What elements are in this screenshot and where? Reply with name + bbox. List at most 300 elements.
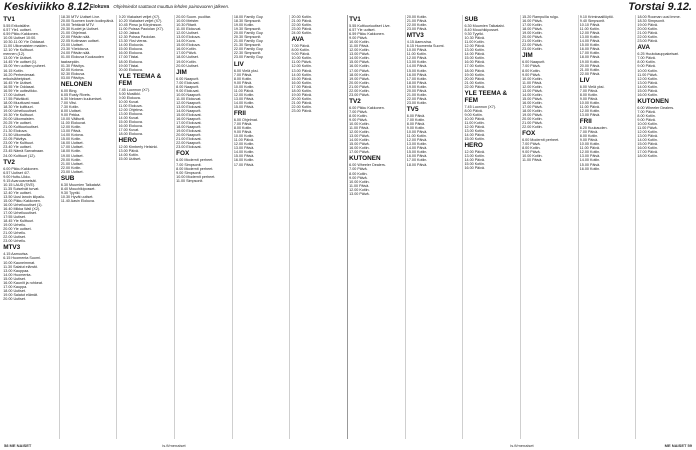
program-line: 9.00 Päivä.	[522, 150, 541, 155]
program-line: 21.00 Ohjelmat.	[60, 31, 87, 36]
program-line: 9.00 Päivä.	[233, 80, 253, 85]
channel-heading: AVA	[637, 44, 650, 52]
program-line: 22.00 Päivä.	[406, 96, 428, 101]
program-line: 13.00 Kotiin.	[464, 129, 485, 134]
program-line: 23.00 Päivä.	[291, 27, 312, 32]
program-line: 11.00 Päivä.	[579, 104, 600, 109]
channel-heading: FOX	[176, 150, 190, 158]
program-line: 11.35 Suiselvät turvat.	[3, 186, 40, 191]
program-line: 14.00 Kotiin.	[579, 158, 601, 163]
program-line: 10.05 Uutiset 10:00.	[3, 36, 37, 41]
program-line: 18.00 Kotiin.	[522, 108, 543, 113]
header-subtitle	[86, 4, 628, 10]
program-line: 9.00 Huttu-Ukko.	[3, 174, 31, 179]
channel-heading: LIV	[233, 60, 244, 68]
program-line: 19.00 Päivä.	[637, 23, 658, 28]
program-line: 17.00 Kotiin.	[464, 64, 485, 69]
program-line: 19.00 Urheiluuutiset.	[3, 108, 38, 113]
program-line: 17.00 Päivä.	[233, 162, 255, 167]
program-line: 17:55 Uutiset.	[3, 215, 26, 220]
program-line: 21.00 Kotiin.	[522, 39, 543, 44]
program-line: 9.00 Simpsonit.	[176, 170, 202, 175]
program-line: 7.30 Kotiin.	[60, 104, 80, 109]
program-line: 12.00 Päivä.	[464, 150, 485, 155]
right-page-title: Torstai 9.12.	[628, 1, 692, 13]
program-line: 14.00 Huomenta.	[3, 272, 32, 277]
program-line: 17.00 Päivä.	[349, 68, 370, 73]
program-line: 13.00 Yle Uutiset.	[3, 56, 33, 61]
program-line: 11.00 Päivä.	[349, 44, 370, 49]
program-line: 20.00 Uutiset.	[176, 63, 199, 68]
program-line: 17.00 Kotiin.	[406, 76, 428, 81]
program-line: 22.00 Kotiin.	[291, 23, 312, 28]
channel-heading: NELONEN	[60, 80, 93, 88]
program-line: 4.15 Aamuvisa.	[3, 252, 29, 257]
program-line: 14.00 Kotona.	[60, 133, 84, 138]
program-line: 20.00 Kotiin.	[349, 80, 370, 85]
program-line: 9.30 Tyyriki.	[60, 190, 81, 195]
program-line: 6.15 Huomenta Suomi.	[3, 256, 41, 261]
program-line: 19.00 Salatut elämät.	[3, 292, 39, 297]
program-line: 16.20 Perhevieraat.	[3, 72, 36, 77]
program-line: 17.00 Urheiluuutiset.	[3, 211, 38, 216]
program-line: 6.00 Naapurit.	[176, 76, 200, 81]
program-line: 6.00 Pikku Kakkonen.	[3, 166, 39, 171]
listing-column	[406, 15, 464, 439]
program-line: 22.00 Päivä.	[464, 84, 485, 89]
program-line: 10.30 Päivä.	[464, 36, 485, 41]
program-line: 14.00 Päivä.	[464, 52, 485, 57]
program-line: 10.00 Meister.	[176, 19, 200, 24]
program-line: 11.00 Päivä.	[637, 72, 658, 77]
program-line: 14.00 Kuvat.	[118, 115, 140, 120]
program-line: 15.00 Kotiin.	[406, 150, 428, 155]
program-line: 22.00 Naapurit.	[176, 141, 202, 146]
program-line: 23.30 Yöelokuva.	[60, 47, 90, 52]
channel-heading: FRII	[233, 109, 246, 117]
program-line: 14.00 Kotiin.	[118, 153, 140, 158]
program-line: 20.00 Suomen kovin kodinpäivä.	[60, 19, 115, 24]
program-line: 18.30 MTV Uutiset Live.	[60, 15, 101, 19]
program-line: 21.00 Elokuvat.	[176, 137, 202, 142]
program-line: 23.00 Päivä.	[349, 92, 370, 97]
channel-heading: KUTONEN	[637, 97, 669, 105]
channel-heading: TV5	[406, 105, 419, 113]
program-line: 19.00 Kotiin.	[406, 84, 428, 89]
program-line: 11.00 Ulkomaisten maiden.	[3, 44, 48, 49]
program-line: 8.00 Kotiin.	[233, 126, 253, 131]
program-line: 20.00 Naapurit.	[176, 133, 202, 138]
program-line: 12.00 Päivä.	[464, 44, 485, 49]
program-line: 6.57 Uutiset 4/7.	[3, 170, 31, 175]
program-line: 12.00 Päivä.	[406, 138, 428, 143]
program-line: 23.40 Yle uutiset.	[3, 145, 32, 150]
program-line: 11.00 Päivä.	[579, 146, 600, 151]
program-line: 11.00 Päivä.	[522, 80, 543, 85]
program-line: 8.00 Kotiin.	[522, 68, 541, 73]
program-line: 14.00 Kotiin.	[233, 100, 255, 105]
program-line: 12.00 Ohjelma.	[118, 107, 144, 112]
program-line: 18.30 Simpsonit.	[637, 19, 665, 24]
program-line: 13.50 Uusi lanoin kilpailu.	[3, 194, 46, 199]
program-line: 13.00 Päivä.	[349, 52, 370, 57]
program-line: 9.20 Vlakaiset veljet (X7).	[118, 15, 161, 19]
footer-center-right: is.fi/menaiset	[510, 443, 534, 448]
footer-left: 58 ME NAISET	[4, 443, 32, 448]
program-line: 18.00 Rooman uusi Imme.	[637, 15, 681, 19]
program-line: 14.00 Päivä.	[579, 39, 601, 44]
channel-heading: TV1	[349, 16, 361, 23]
program-line: 6.30 Muumien Taikatalvi.	[60, 182, 102, 187]
listing-column	[348, 15, 406, 439]
program-line: 11.00 Kotiin.	[406, 52, 428, 57]
program-line: 22.00 Kotiin.	[349, 88, 370, 93]
program-line: 12.00 Kimberly Helsinki.	[118, 145, 159, 150]
program-line: 18.00 Päivä.	[406, 162, 428, 167]
program-line: 10.00 Kotiin.	[637, 122, 658, 127]
program-line: 21.00 Päivä.	[406, 19, 428, 24]
program-line: 13.00 Elokuvat.	[176, 104, 202, 109]
listing-column	[117, 15, 175, 439]
program-line: 10.00 Päivä.	[406, 48, 428, 53]
program-line: 9.00 Päivä.	[637, 64, 656, 69]
program-line: 6.00 Ohjelmat.	[233, 117, 258, 122]
program-line: 19.00 Kotiin.	[233, 23, 255, 28]
program-line: 9.00 Elokuva.	[118, 95, 141, 100]
channel-heading: MTV3	[406, 32, 424, 40]
program-line: 14.00 Kotiin.	[233, 150, 255, 155]
program-line: 22.00 Kotiin.	[522, 125, 543, 130]
program-line: 9.00 Kotiin.	[406, 126, 426, 131]
program-line: 16.00 Päivä.	[464, 166, 485, 171]
program-line: 7.00 Päivä.	[522, 64, 541, 69]
program-line: 20.00 Ulkomaisten.	[3, 117, 35, 122]
program-line: 8.00 Uutiset.	[60, 108, 82, 113]
program-line: 18.45 Yle Kulttuuri.	[3, 219, 35, 224]
program-line: 24.00 Kulttuuri (12).	[3, 153, 36, 158]
program-line: 22.05 Päivitys.	[3, 137, 28, 142]
program-line: 21.00 Uutiset.	[60, 161, 84, 166]
channel-heading: HERO	[464, 142, 483, 150]
program-line: 10.00 Kotiin.	[349, 179, 370, 184]
program-line: 5.55 Kulttuuriuutiset Live.	[349, 24, 391, 28]
program-line: 14.00 Päivä.	[406, 146, 428, 151]
program-line: 11.40 Aasin Elokuva.	[60, 198, 96, 203]
program-line: 7.00 Päivä.	[233, 72, 253, 77]
program-line: 13.00 Päivä.	[349, 191, 370, 196]
program-line: 6.00 Päivä.	[406, 113, 426, 118]
program-line: 13.00 Päivä.	[233, 96, 255, 101]
program-line: 8.00 Musiikki.	[118, 91, 141, 96]
program-line: 7.45 Luonnon (X7).	[464, 104, 497, 109]
program-line: 15.20 Rampuilla rulgu.	[522, 15, 559, 19]
program-line: 10.00 Kuvat.	[118, 99, 140, 104]
channel-heading: HERO	[118, 137, 137, 145]
program-line: 16.59 Yle uutisviikko.	[3, 88, 38, 93]
channel-heading: TV2	[349, 97, 361, 105]
program-line: 11.00 Kotiin.	[579, 27, 600, 32]
program-line: 20.00 Kotiin.	[406, 15, 428, 19]
program-line: 21.00 Urheilu.	[3, 231, 27, 236]
program-line: 18.00 Elokuva.	[118, 59, 143, 64]
program-line: 6.05 Rusty Rivets.	[60, 92, 91, 97]
program-line: 13.00 Päivä.	[579, 154, 601, 159]
program-line: 12.00 Kotiin.	[637, 130, 658, 135]
program-line: 11.00 Elokuvat.	[60, 121, 86, 126]
program-line: 6.00 Modernit perheet.	[522, 138, 560, 143]
program-line: 22.00 Päivä.	[522, 43, 543, 48]
program-line: 15.00 Elokuva.	[118, 120, 143, 125]
program-line: 12.00 Kotiin.	[233, 142, 255, 147]
program-line: 16.00 Päivä.	[406, 72, 428, 77]
program-line: 10.00 Kauneimmat.	[3, 260, 36, 265]
program-line: 15.00 Uutiset.	[3, 276, 26, 281]
program-line: 22.00 Family Guy.	[233, 47, 264, 52]
program-line: 4.15 Aamuvisa.	[406, 40, 432, 45]
program-line: 8.00 Kotiin.	[579, 92, 599, 97]
program-line: 11.00 Päivä.	[522, 158, 543, 163]
program-line: 6.57 Yle uutiset.	[349, 28, 376, 33]
program-line: 10.00 Kotiin.	[349, 122, 370, 127]
channel-heading: JIM	[522, 52, 533, 60]
program-line: 18.30 Yle kulttuuri.	[3, 104, 34, 109]
program-line: 20.00 Kotiin.	[291, 96, 312, 101]
program-line: 15.00 Kotiin.	[60, 137, 82, 142]
program-line: 18.00 Päivä.	[406, 80, 428, 85]
program-line: 10.15 LAUD (SVE).	[3, 182, 36, 187]
program-line: 22.00 Kotiin.	[60, 165, 82, 170]
program-line: 21.00 Kotiin.	[464, 80, 485, 85]
program-line: 15.00 Kotiin.	[406, 68, 428, 73]
program-line: 10.00 Kotiin.	[522, 76, 543, 81]
page-footer	[0, 441, 696, 450]
program-line: 13.00 Kotiin.	[406, 60, 428, 65]
listing-column	[579, 15, 637, 439]
program-line: 23.00 Family Guy.	[233, 55, 264, 60]
program-line: 9.40 Simpsonit.	[579, 19, 606, 24]
program-line: 20.00 Yle uutiset.	[3, 227, 32, 232]
program-line: 7.00 Päivä.	[637, 109, 656, 114]
program-line: 10.30 Hyvät uutiset.	[60, 194, 94, 199]
listing-column	[521, 15, 579, 439]
header-note: Ohjelmiedot saattavat muuttua lehden painovuoren jälkeen.	[113, 4, 230, 9]
program-line: 23.00 Päivä.	[291, 108, 312, 113]
program-line: 17.00 Tiistai.	[118, 55, 140, 60]
program-line: 10.00 Kotiin.	[233, 134, 255, 139]
program-line: 17.00 Kotiin.	[522, 23, 543, 28]
program-line: 15.00 Päivä.	[637, 88, 658, 93]
program-line: 7.00 Päivä.	[637, 56, 656, 61]
program-line: 17.00 Päivä.	[349, 150, 370, 155]
program-line: 6.57 Yle1 uutiset.	[3, 28, 32, 33]
program-line: 15.00 Päivä.	[233, 154, 255, 159]
program-line: 18.00 Elokuva.	[118, 132, 143, 137]
program-line: 20.00 Suom. puolitar.	[176, 15, 212, 19]
program-line: 22.00 Kotiin.	[406, 23, 428, 28]
program-line: 14.00 Päivä.	[406, 64, 428, 69]
program-line: 16.00 Elokuva.	[118, 51, 143, 56]
program-line: 19.00 Kotiin.	[579, 59, 601, 64]
channel-heading: YLE TEEMA & FEM	[118, 72, 162, 87]
program-line: 12.10 Yle Kulttuuri.	[3, 48, 35, 53]
program-line: 12.00 Kotiin.	[291, 64, 312, 69]
program-line: 10.00 Kotiin.	[233, 84, 255, 89]
program-line: 14.00 Kotiin.	[291, 72, 312, 77]
program-line: 8.00 Kotiin.	[637, 113, 656, 118]
listing-column	[175, 15, 233, 439]
program-line: 16.00 Kotiin.	[637, 146, 658, 151]
program-line: 13.00 Päivä.	[60, 129, 82, 134]
program-line: 10.30 Ritarit.	[176, 23, 198, 28]
program-line: 9.00 Päivä.	[349, 175, 368, 180]
program-line: 10.00 Kotiin.	[349, 40, 370, 45]
program-line: 21.00 Family Guy.	[233, 39, 264, 44]
program-line: 12.30 Poissa Paoiolan.	[118, 35, 157, 40]
program-line: 11.00 Elokuvat.	[176, 27, 202, 32]
program-line: 17.00 Kotiin.	[406, 158, 428, 163]
program-line: 21.00 Päivä.	[291, 19, 312, 24]
program-line: 12.00 Kotiin.	[349, 130, 370, 135]
program-line: 21.00 Kotiin.	[406, 92, 428, 97]
program-line: 18.00 Päivä.	[464, 68, 485, 73]
program-line: 13.00 Päivä.	[291, 68, 312, 73]
left-page-title: Keskiviikko 8.12.	[4, 1, 93, 13]
footer-right: ME NAISET 59	[664, 443, 692, 448]
program-line: 18.00 Päivä.	[579, 55, 601, 60]
program-line: 11.00 Päivä.	[637, 126, 658, 131]
program-line: 19.00 Tehtävät MTV.	[60, 23, 95, 28]
program-line: 02.00 Kotona.	[60, 67, 84, 72]
program-line: 17.55 Päiväkoti.	[3, 96, 30, 101]
program-line: 9.00 Päivä.	[522, 72, 541, 77]
program-line: 10.00 Kotiin.	[579, 142, 601, 147]
program-line: 13.00 Kotiin.	[464, 48, 485, 53]
program-line: 11.00 Poissa Paoiolan (X7).	[118, 27, 164, 32]
program-line: 14.00 Päivä.	[464, 158, 485, 163]
program-line: 13.00 Päivä.	[579, 113, 601, 118]
program-line: 15.00 Päivä.	[579, 162, 601, 167]
program-line: 18.00 Family Guy.	[233, 15, 264, 19]
program-line: 21.00 Kotiin.	[579, 67, 601, 72]
program-line: 7.00 Vitsi.	[60, 100, 77, 105]
program-line: 19.00 Uutiset.	[60, 153, 84, 158]
program-line: 17.00 Päivä.	[522, 104, 543, 109]
program-line: 12.00 Naapurit.	[176, 100, 202, 105]
program-line: 8.00 Kotiin.	[522, 146, 541, 151]
program-line: 8.00 Naapurit.	[176, 84, 200, 89]
program-line: 18.30 Simpsonit.	[233, 19, 262, 24]
program-line: 9.00 Päivä.	[233, 130, 253, 135]
program-line: 8.40 Mouchikiposset.	[464, 28, 500, 33]
program-line: 8.00 Kotiin.	[637, 60, 656, 65]
listing-column	[60, 15, 118, 439]
listing-columns	[2, 15, 694, 439]
program-line: 19.00 Urheilu.	[3, 223, 27, 228]
channel-heading: TV2	[3, 158, 15, 166]
footer-center-left: is.fi/menaiset	[162, 443, 186, 448]
program-line: 14.00 Kuva.	[176, 39, 196, 44]
program-line: 9.30 Tyyriki.	[464, 32, 485, 37]
program-line: 10.10 Päivä.	[579, 23, 601, 28]
program-line: 8.00 Kotiin.	[291, 48, 310, 53]
program-line: 18.00 Päivä.	[522, 27, 543, 32]
program-line: 20.30 Simpsonit.	[233, 35, 262, 40]
program-line: 22.00 Uutiset.	[3, 235, 26, 240]
program-line: 13.00 Elokuva.	[176, 35, 201, 40]
program-line: 13.00 Päivä.	[118, 149, 140, 154]
program-line: 21.30 Simpsonit.	[233, 43, 262, 48]
program-line: 11.00 Päivä.	[291, 60, 312, 65]
program-line: 11.30 Salatut elämät.	[3, 264, 38, 269]
program-line: 17.00 Kuvat.	[118, 128, 140, 133]
program-line: 10.00 Päivä.	[406, 130, 428, 135]
program-line: 15.00 Päivä.	[291, 76, 312, 81]
program-line: 9.00 Päivä.	[579, 96, 599, 101]
program-line: 7.00 Päivä.	[579, 130, 599, 135]
program-line: 9.00 Päivä.	[349, 117, 368, 122]
program-line: 6.00 Naapurit.	[522, 60, 546, 65]
program-line: 12.00 Uutiset.	[176, 31, 199, 36]
program-line: 9.00 Päivä.	[637, 117, 656, 122]
program-line: 16.40 Mikka Wall (X2).	[3, 207, 41, 212]
program-line: 23.00 Päivä.	[406, 27, 428, 32]
program-line: 15.00 Päivä.	[349, 142, 370, 147]
program-line: 20.00 Elokuva.	[118, 67, 143, 72]
program-line: 14.00 Kotiin.	[349, 138, 370, 143]
program-line: 20.30 Kuolet ja Uutiset.	[60, 27, 99, 32]
program-line: 16.00 Kotiin.	[637, 92, 658, 97]
program-line: 9.00 Pekka.	[60, 113, 81, 118]
program-line: 18.00 Kotiin.	[637, 154, 658, 159]
program-line: 20.00 Kotiin.	[522, 117, 543, 122]
program-line: 14.00 Kotiin.	[637, 84, 658, 89]
program-line: 16.00 Kauniit ja rohkeat.	[3, 280, 43, 285]
program-line: 11.00 Päivä.	[233, 138, 255, 143]
program-line: 16.00 Naapurit.	[176, 117, 202, 122]
program-line: 23.00 Kotiin.	[406, 100, 428, 105]
program-line: 7.00 Päivä.	[233, 122, 253, 127]
program-line: 10.00 Päivä.	[464, 116, 485, 121]
program-line: 18.00 Kotiin.	[291, 88, 312, 93]
program-line: 16.00 Kotiin.	[522, 100, 543, 105]
program-line: 16.15 Kotiin.	[3, 68, 24, 73]
program-line: 10.45 Pinso ja Körpinsson.	[118, 23, 163, 28]
program-line: 7.00 Päivä.	[349, 167, 368, 172]
program-line: 14.00 Naapurit.	[176, 108, 202, 113]
listing-column	[2, 15, 60, 439]
program-line: 18.00 Kotiin.	[349, 72, 370, 77]
program-line: 9.15 Avaruusmetsät.	[3, 178, 37, 183]
program-line: 7.00 Päivä.	[579, 88, 599, 93]
program-line: 15.00 Yen uutisen puheet.	[3, 64, 46, 69]
program-line: 6.30 Nelosen kuulumiset.	[60, 96, 103, 101]
channel-heading: MTV3	[3, 244, 21, 252]
program-line: taaksepäin.	[60, 59, 80, 64]
program-line: 15.00 Pikku Kakkonen.	[3, 198, 41, 203]
program-line: 22.00 Kotiin.	[291, 104, 312, 109]
program-line: 19.00 Kotiin.	[522, 31, 543, 36]
program-line: 20.00 Kotiin.	[291, 15, 312, 19]
program-line: 16.00 Elokuva.	[118, 124, 143, 129]
program-line: 19.00 Päivä.	[291, 92, 312, 97]
channel-heading: TV1	[3, 16, 15, 23]
program-line: 8.00 Kotiin.	[579, 134, 599, 139]
program-line: 16.00 Kotiin.	[233, 158, 255, 163]
program-line: 21.00 Päivä.	[522, 121, 543, 126]
program-line: 23.45 Nämä Sarvatnaan.	[3, 149, 45, 154]
program-line: 9.00 Kotiin.	[464, 112, 483, 117]
program-line: 10.00 Kotiin.	[579, 100, 601, 105]
